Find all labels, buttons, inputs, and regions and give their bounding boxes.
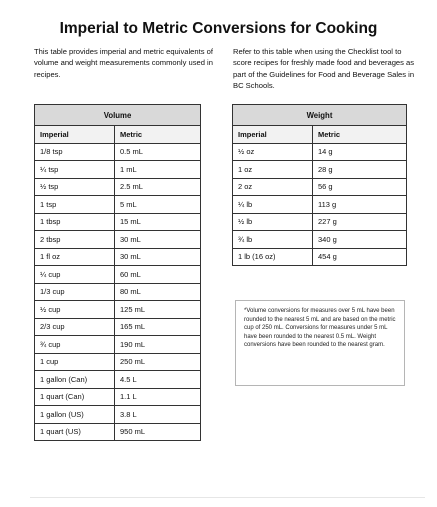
table-row bbox=[35, 371, 201, 389]
table-row bbox=[233, 213, 407, 231]
imperial-cell: 1 gallon (Can) bbox=[35, 371, 115, 389]
table-row bbox=[35, 336, 201, 354]
metric-cell: 0.5 mL bbox=[115, 143, 201, 161]
imperial-cell: 1/3 cup bbox=[35, 283, 115, 301]
imperial-cell: 1 gallon (US) bbox=[35, 406, 115, 424]
imperial-cell: 1/8 tsp bbox=[35, 143, 115, 161]
imperial-cell: 1 quart (Can) bbox=[35, 388, 115, 406]
table-row bbox=[35, 248, 201, 266]
table-row bbox=[35, 283, 201, 301]
imperial-cell: 2 oz bbox=[233, 178, 313, 196]
metric-cell: 56 g bbox=[313, 178, 407, 196]
imperial-cell: ¾ lb bbox=[233, 231, 313, 249]
weight-table-header-row bbox=[233, 126, 407, 144]
imperial-cell: ¼ cup bbox=[35, 266, 115, 284]
metric-cell: 2.5 mL bbox=[115, 178, 201, 196]
table-row bbox=[35, 161, 201, 179]
metric-cell: 80 mL bbox=[115, 283, 201, 301]
metric-cell: 227 g bbox=[313, 213, 407, 231]
column-header-metric: Metric bbox=[313, 126, 407, 144]
metric-cell: 1.1 L bbox=[115, 388, 201, 406]
metric-cell: 30 mL bbox=[115, 248, 201, 266]
table-row bbox=[233, 161, 407, 179]
metric-cell: 165 mL bbox=[115, 318, 201, 336]
metric-cell: 190 mL bbox=[115, 336, 201, 354]
metric-cell: 125 mL bbox=[115, 301, 201, 319]
table-row bbox=[35, 213, 201, 231]
imperial-cell: 1 quart (US) bbox=[35, 423, 115, 441]
volume-table-header-row bbox=[35, 126, 201, 144]
imperial-cell: ¼ lb bbox=[233, 196, 313, 214]
volume-table-title: Volume bbox=[35, 105, 201, 126]
metric-cell: 250 mL bbox=[115, 353, 201, 371]
imperial-cell: ¼ tsp bbox=[35, 161, 115, 179]
imperial-cell: 1 oz bbox=[233, 161, 313, 179]
table-row bbox=[233, 248, 407, 266]
table-row bbox=[233, 178, 407, 196]
table-row bbox=[35, 423, 201, 441]
intro-text-right: Refer to this table when using the Checklist tool to score recipes for freshly made food and beverages as part of the Guidelines for Food and Beverage Sales in BC Schools. bbox=[233, 47, 415, 90]
metric-cell: 340 g bbox=[313, 231, 407, 249]
imperial-cell: ¾ cup bbox=[35, 336, 115, 354]
volume-table bbox=[34, 104, 201, 441]
intro-text-left: This table provides imperial and metric equivalents of volume and weight measurements commonly used in recipes. bbox=[34, 47, 213, 79]
table-row bbox=[35, 196, 201, 214]
imperial-cell: 1 tbsp bbox=[35, 213, 115, 231]
rounding-note: *Volume conversions for measures over 5 mL have been rounded to the nearest 5 mL and are based on the metric cup of 250 mL. Conversions for measures under 5 mL have been rounded to the nearest 0.5 mL. Weight conversions have been rounded to the nearest gram. bbox=[235, 300, 405, 386]
table-row bbox=[35, 143, 201, 161]
imperial-cell: 1 fl oz bbox=[35, 248, 115, 266]
metric-cell: 4.5 L bbox=[115, 371, 201, 389]
metric-cell: 454 g bbox=[313, 248, 407, 266]
imperial-cell: 1 cup bbox=[35, 353, 115, 371]
imperial-cell: 1 lb (16 oz) bbox=[233, 248, 313, 266]
imperial-cell: 2/3 cup bbox=[35, 318, 115, 336]
table-row bbox=[35, 178, 201, 196]
table-row bbox=[233, 143, 407, 161]
metric-cell: 3.8 L bbox=[115, 406, 201, 424]
table-row bbox=[35, 318, 201, 336]
imperial-cell: ½ oz bbox=[233, 143, 313, 161]
footer-divider bbox=[30, 497, 425, 498]
table-row bbox=[233, 196, 407, 214]
weight-table bbox=[232, 104, 407, 266]
imperial-cell: ½ lb bbox=[233, 213, 313, 231]
column-header-imperial: Imperial bbox=[35, 126, 115, 144]
metric-cell: 14 g bbox=[313, 143, 407, 161]
weight-table-title-row bbox=[233, 105, 407, 126]
metric-cell: 1 mL bbox=[115, 161, 201, 179]
table-row bbox=[35, 388, 201, 406]
page-title: Imperial to Metric Conversions for Cooking bbox=[59, 20, 378, 37]
table-row bbox=[233, 231, 407, 249]
metric-cell: 5 mL bbox=[115, 196, 201, 214]
weight-table-title: Weight bbox=[233, 105, 407, 126]
metric-cell: 28 g bbox=[313, 161, 407, 179]
imperial-cell: ½ tsp bbox=[35, 178, 115, 196]
metric-cell: 950 mL bbox=[115, 423, 201, 441]
table-row bbox=[35, 301, 201, 319]
imperial-cell: ½ cup bbox=[35, 301, 115, 319]
column-header-imperial: Imperial bbox=[233, 126, 313, 144]
table-row bbox=[35, 406, 201, 424]
imperial-cell: 1 tsp bbox=[35, 196, 115, 214]
volume-table-title-row bbox=[35, 105, 201, 126]
metric-cell: 113 g bbox=[313, 196, 407, 214]
imperial-cell: 2 tbsp bbox=[35, 231, 115, 249]
table-row bbox=[35, 353, 201, 371]
column-header-metric: Metric bbox=[115, 126, 201, 144]
table-row bbox=[35, 231, 201, 249]
metric-cell: 15 mL bbox=[115, 213, 201, 231]
metric-cell: 30 mL bbox=[115, 231, 201, 249]
metric-cell: 60 mL bbox=[115, 266, 201, 284]
table-row bbox=[35, 266, 201, 284]
